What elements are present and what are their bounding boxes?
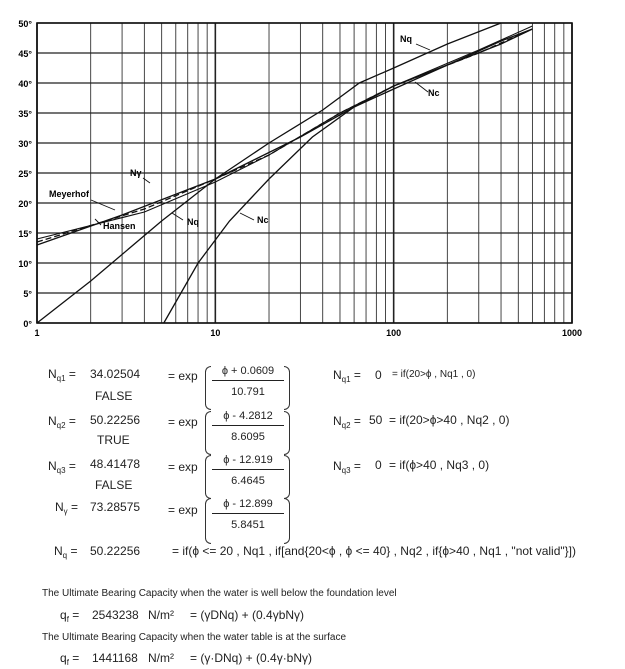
exp-2: = exp: [168, 415, 198, 429]
fraction-2: [212, 410, 284, 443]
paren-right-4: [284, 498, 290, 544]
ny-value: 73.28575: [90, 500, 141, 514]
r1-label: $N_{q1}$ =: [333, 368, 361, 384]
nq-formula: = if(ϕ <= 20 , Nq1 , if[and{20<ϕ , ϕ <= 40} , Nq2 , if{ϕ>40 , Nq1 , "not valid"}]): [172, 544, 576, 558]
label-leader: [172, 213, 183, 220]
r2-value: 50: [369, 413, 383, 427]
fraction-3-den: 6.4645: [231, 475, 265, 487]
y-tick-label: 0°: [23, 319, 32, 329]
label-leader: [416, 44, 430, 50]
fraction-4-den: 5.8451: [231, 519, 265, 531]
y-tick-label: 15°: [18, 229, 32, 239]
y-tick-label: 10°: [18, 259, 32, 269]
heading-at-surface: The Ultimate Bearing Capacity when the water table is at the surface: [42, 632, 347, 643]
heading-well-below: The Ultimate Bearing Capacity when the water is well below the foundation level: [42, 588, 397, 599]
nq2-bool: TRUE: [97, 433, 130, 447]
paren-left-3: [205, 455, 211, 499]
curve-label: Hansen: [103, 221, 136, 231]
fraction-3-num: ϕ - 12.919: [212, 454, 284, 470]
curve-label: Nc: [428, 88, 440, 98]
ny-label: $N_\gamma$ =: [55, 500, 79, 516]
qf2-formula: = (γ·DNq) + (0.4γ·bNγ): [190, 651, 313, 665]
r2-label: $N_{q2}$ =: [333, 414, 361, 430]
r3-label: $N_{q3}$ =: [333, 459, 361, 475]
r2-formula: = if(20>ϕ>40 , Nq2 , 0): [389, 413, 510, 427]
fraction-4-num: ϕ - 12.899: [212, 498, 284, 514]
series-line-meyerhof: [37, 29, 532, 242]
nq3-value: 48.41478: [90, 457, 141, 471]
r1-value: 0: [375, 368, 382, 382]
y-tick-label: 35°: [18, 109, 32, 119]
exp-3: = exp: [168, 460, 198, 474]
fraction-4: [212, 498, 284, 531]
paren-right-1: [284, 366, 290, 410]
nq1-label: $N_{q1}$ =: [48, 367, 76, 383]
r3-value: 0: [375, 458, 382, 472]
qf2-value: 1441168: [92, 651, 138, 665]
x-tick-label: 10: [210, 328, 221, 338]
qf1-formula: = (γDNq) + (0.4γbNγ): [190, 608, 305, 622]
y-tick-label: 25°: [18, 169, 32, 179]
exp-1: = exp: [168, 369, 198, 383]
fraction-1: [212, 365, 284, 398]
paren-left-1: [205, 366, 211, 410]
y-tick-label: 45°: [18, 49, 32, 59]
qf2-unit: N/m²: [148, 651, 174, 665]
qf1-unit: N/m²: [148, 608, 174, 622]
nq3-bool: FALSE: [95, 478, 133, 492]
y-tick-label: 5°: [23, 289, 32, 299]
paren-left-4: [205, 498, 211, 544]
series-line-hansen: [37, 26, 532, 239]
label-leader: [91, 200, 115, 210]
curve-label: Nq: [400, 34, 412, 44]
nq-value: 50.22256: [90, 544, 141, 558]
fraction-1-num: ϕ + 0.0609: [212, 365, 284, 381]
curve-label: Nc: [257, 215, 269, 225]
paren-left-2: [205, 411, 211, 455]
y-tick-label: 30°: [18, 139, 32, 149]
qf2-label: $q_f$ =: [60, 651, 80, 667]
curve-label: Nγ: [130, 168, 142, 178]
x-tick-label: 100: [386, 328, 402, 338]
exp-4: = exp: [168, 503, 198, 517]
nq3-label: $N_{q3}$ =: [48, 459, 76, 475]
y-tick-label: 40°: [18, 79, 32, 89]
nq2-value: 50.22256: [90, 413, 141, 427]
nq-label: $N_q$ =: [54, 544, 78, 560]
label-leader: [240, 213, 254, 220]
curve-label: Nq: [187, 217, 199, 227]
curve-label: Meyerhof: [49, 189, 90, 199]
qf1-value: 2543238: [92, 608, 139, 622]
x-tick-label: 1: [34, 328, 40, 338]
y-tick-label: 20°: [18, 199, 32, 209]
nq2-label: $N_{q2}$ =: [48, 414, 76, 430]
fraction-1-den: 10.791: [231, 386, 265, 398]
r3-formula: = if(ϕ>40 , Nq3 , 0): [389, 458, 490, 472]
paren-right-2: [284, 411, 290, 455]
nq1-value: 34.02504: [90, 367, 141, 381]
nq1-bool: FALSE: [95, 389, 133, 403]
fraction-2-den: 8.6095: [231, 431, 265, 443]
qf1-label: $q_f$ =: [60, 608, 80, 624]
paren-right-3: [284, 455, 290, 499]
y-tick-label: 50°: [18, 19, 32, 29]
fraction-2-num: ϕ - 4.2812: [212, 410, 284, 426]
x-tick-label: 1000: [561, 328, 583, 338]
fraction-3: [212, 454, 284, 487]
r1-formula: = if(20>ϕ , Nq1 , 0): [392, 369, 476, 380]
